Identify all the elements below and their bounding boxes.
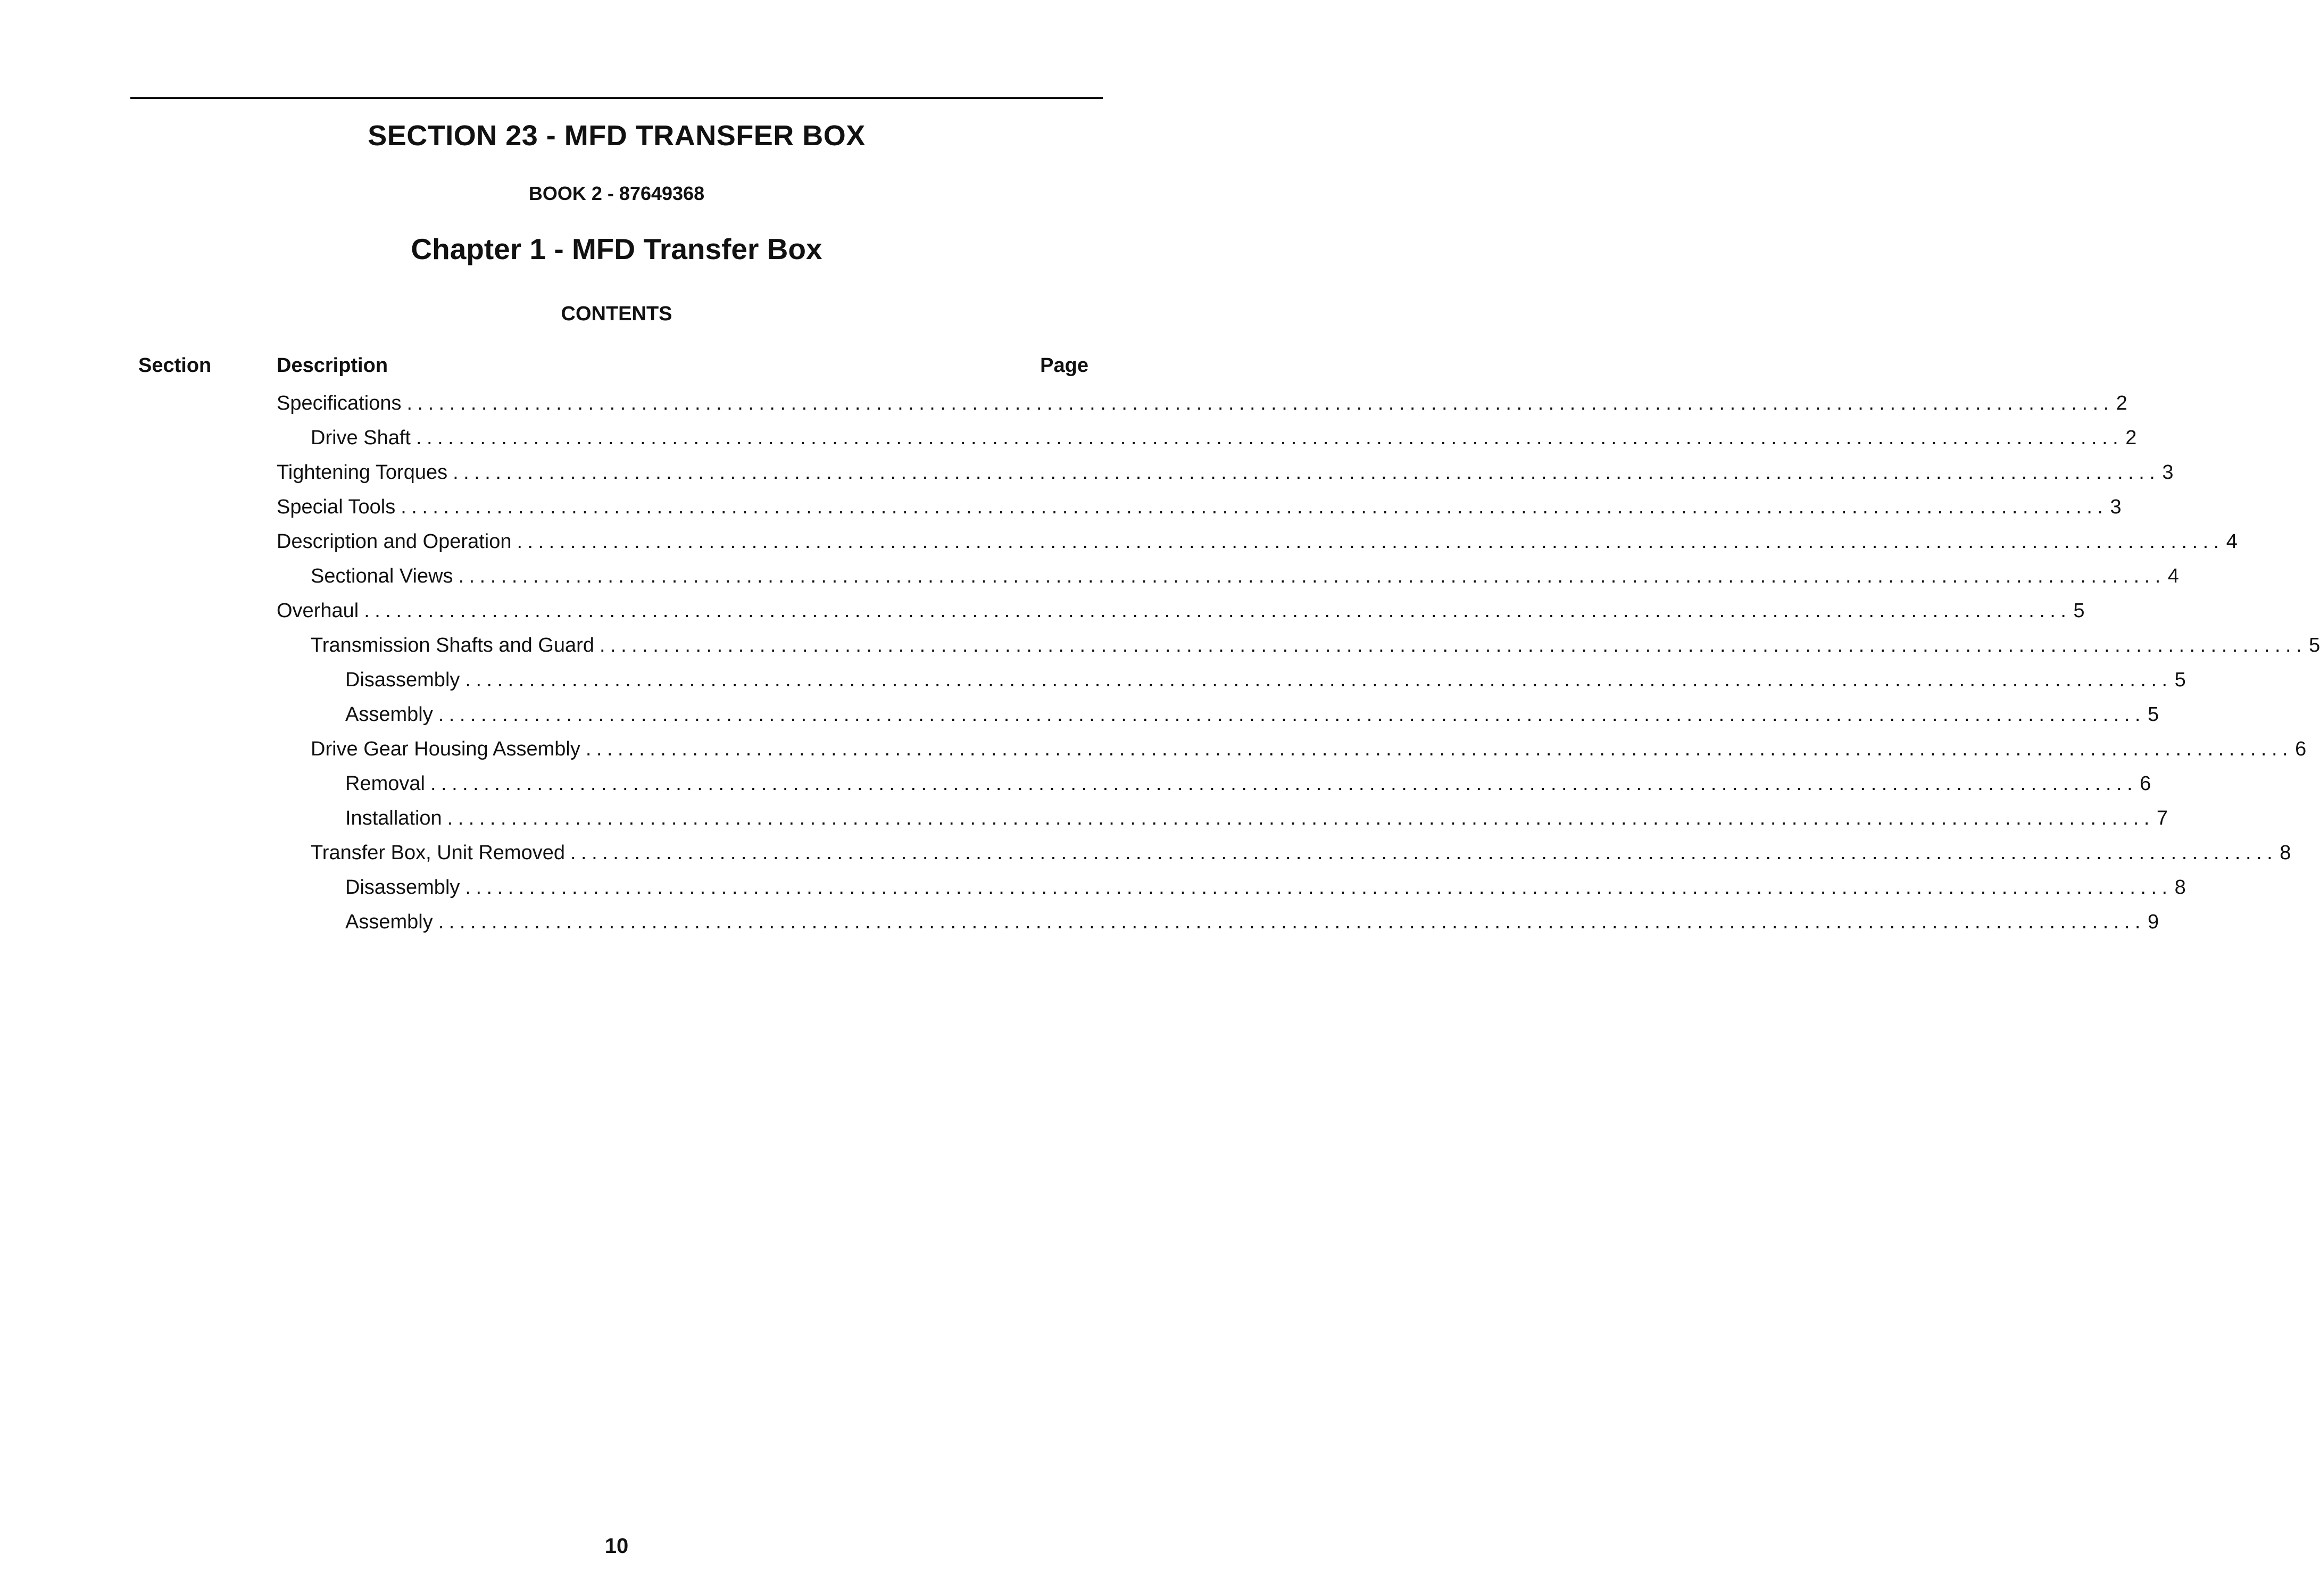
toc-entry-page: 6 — [2295, 738, 2307, 760]
dot-leader: ................................................................................................................................................................ — [364, 600, 2072, 622]
toc-entry-page: 5 — [2073, 600, 2085, 622]
toc-entry[interactable] — [277, 425, 2137, 459]
top-rule — [130, 97, 1103, 99]
dot-leader: ................................................................................................................................................................ — [453, 461, 2160, 484]
toc-entry-page: 8 — [2280, 842, 2291, 864]
section-title: SECTION 23 - MFD TRANSFER BOX — [368, 120, 866, 152]
toc-entry-page: 5 — [2309, 634, 2320, 656]
toc-entry-label: Drive Gear Housing Assembly — [311, 738, 580, 760]
toc-entry[interactable] — [277, 597, 2085, 632]
toc-entry-label: Overhaul — [277, 600, 359, 622]
toc-entry-page: 3 — [2110, 496, 2122, 518]
dot-leader: ................................................................................................................................................................ — [401, 496, 2108, 518]
dot-leader: ................................................................................................................................................................ — [438, 703, 2146, 726]
toc-entry[interactable] — [277, 632, 2320, 667]
toc-entry[interactable] — [277, 494, 2122, 528]
toc-entry[interactable] — [277, 909, 2159, 943]
toc-entry-page: 4 — [2167, 565, 2179, 587]
dot-leader: ................................................................................................................................................................ — [465, 876, 2173, 899]
chapter-title: Chapter 1 - MFD Transfer Box — [411, 232, 822, 265]
dot-leader: ................................................................................................................................................................ — [415, 427, 2124, 449]
toc-entry[interactable] — [277, 701, 2159, 736]
toc-entry-page: 7 — [2156, 807, 2168, 829]
dot-leader: ................................................................................................................................................................ — [438, 911, 2146, 933]
toc-entry-page: 9 — [2147, 911, 2159, 933]
toc-entry-page: 6 — [2140, 772, 2151, 795]
toc-entry-label: Transfer Box, Unit Removed — [311, 842, 565, 864]
column-header-section: Section — [138, 354, 212, 377]
dot-leader: ................................................................................................................................................................ — [599, 634, 2307, 656]
toc-entry-page: 8 — [2174, 876, 2186, 899]
contents-heading: CONTENTS — [561, 303, 672, 325]
dot-leader: ................................................................................................................................................................ — [465, 669, 2173, 691]
toc-entry-page: 3 — [2162, 461, 2174, 484]
dot-leader: ................................................................................................................................................................ — [458, 565, 2166, 587]
table-of-contents — [277, 390, 2320, 943]
toc-entry-label: Disassembly — [345, 876, 460, 899]
toc-entry[interactable] — [277, 459, 2174, 494]
dot-leader: ................................................................................................................................................................ — [585, 738, 2293, 760]
toc-entry-label: Assembly — [345, 703, 433, 726]
column-header-description: Description — [277, 354, 388, 377]
dot-leader: ................................................................................................................................................................ — [430, 772, 2138, 795]
dot-leader: ................................................................................................................................................................ — [406, 392, 2114, 414]
toc-entry[interactable] — [277, 390, 2127, 425]
dot-leader: ................................................................................................................................................................ — [570, 842, 2278, 864]
toc-entry-page: 2 — [2125, 427, 2137, 449]
toc-entry-label: Special Tools — [277, 496, 396, 518]
toc-entry[interactable] — [277, 736, 2307, 770]
book-number: BOOK 2 - 87649368 — [528, 182, 705, 204]
toc-entry-label: Assembly — [345, 911, 433, 933]
toc-entry[interactable] — [277, 563, 2179, 597]
toc-entry-page: 4 — [2226, 530, 2238, 553]
toc-entry[interactable] — [277, 805, 2168, 839]
toc-entry-label: Removal — [345, 772, 425, 795]
dot-leader: ................................................................................................................................................................ — [517, 530, 2224, 553]
toc-entry-label: Sectional Views — [311, 565, 453, 587]
toc-entry-label: Description and Operation — [277, 530, 512, 553]
toc-entry-label: Tightening Torques — [277, 461, 448, 484]
toc-entry[interactable] — [277, 667, 2186, 701]
toc-entry-label: Installation — [345, 807, 442, 829]
dot-leader: ................................................................................................................................................................ — [447, 807, 2155, 829]
toc-entry[interactable] — [277, 839, 2291, 874]
toc-entry-page: 2 — [2116, 392, 2127, 414]
toc-entry[interactable] — [277, 770, 2151, 805]
toc-entry[interactable] — [277, 874, 2186, 909]
toc-entry-page: 5 — [2174, 669, 2186, 691]
toc-entry[interactable] — [277, 528, 2238, 563]
toc-entry-label: Transmission Shafts and Guard — [311, 634, 594, 656]
page-number: 10 — [604, 1534, 629, 1558]
toc-entry-label: Specifications — [277, 392, 402, 414]
column-header-page: Page — [1040, 354, 1088, 377]
toc-entry-page: 5 — [2147, 703, 2159, 726]
toc-entry-label: Drive Shaft — [311, 427, 411, 449]
toc-entry-label: Disassembly — [345, 669, 460, 691]
